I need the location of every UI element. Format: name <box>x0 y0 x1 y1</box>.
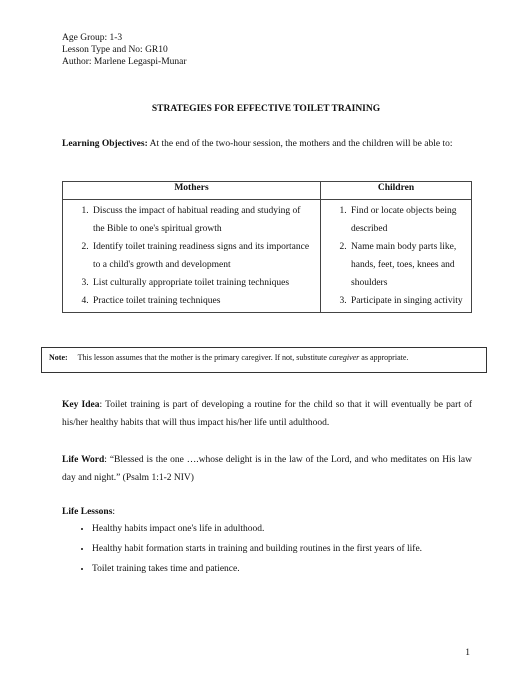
document-title: STRATEGIES FOR EFFECTIVE TOILET TRAINING <box>151 104 381 114</box>
age-group: Age Group: 1-3 <box>62 33 123 43</box>
life-word-text: : “Blessed is the one ….whose delight is in the law of the Lord, and who meditates on His law day and night.” (Psalm 1:1-2 NIV) <box>62 455 472 483</box>
note-emphasis: caregiver <box>328 353 360 362</box>
mothers-objective: 1. Discuss the impact of habitual reading and studying of the Bible to one's spiritual growth <box>91 202 314 238</box>
life-lessons-label: Life Lessons <box>62 507 113 517</box>
author: Author: Marlene Legaspi-Munar <box>62 57 187 67</box>
children-header: Children <box>321 182 472 200</box>
note-label: Note: <box>49 353 68 362</box>
key-idea <box>62 396 472 432</box>
life-lessons-list <box>62 519 422 579</box>
learning-objectives <box>62 135 472 153</box>
life-lessons-colon: : <box>112 507 116 517</box>
mothers-objective: 3. List culturally appropriate toilet training techniques <box>91 274 314 292</box>
note-text-end: as appropriate. <box>359 353 409 362</box>
lesson-type: Lesson Type and No: GR10 <box>62 45 168 55</box>
children-objective: 1. Find or locate objects being described <box>349 202 465 238</box>
mothers-objective: 2. Identify toilet training readiness signs and its importance to a child's growth and development <box>91 238 314 274</box>
list-item: • Healthy habit formation starts in training and building routines in the first years of life. <box>92 539 422 559</box>
learning-objectives-label: Learning Objectives: <box>62 139 148 149</box>
key-idea-text: : Toilet training is part of developing a routine for the child so that it will eventually be part of his/her healthy habits that will thus impact his/her life until adulthood. <box>62 400 473 428</box>
learning-objectives-text: At the end of the two-hour session, the mothers and the children will be able to: <box>147 139 453 149</box>
mothers-objective: 4. Practice toilet training techniques <box>91 292 314 310</box>
life-word <box>62 451 472 487</box>
mothers-cell <box>63 200 321 313</box>
children-objective: 3. Participate in singing activity <box>349 292 465 310</box>
page-number: 1 <box>465 648 470 658</box>
note-box <box>41 347 487 373</box>
note-text: This lesson assumes that the mother is the primary caregiver. If not, substitute <box>77 353 329 362</box>
list-item: • Toilet training takes time and patience. <box>92 559 422 579</box>
list-item: • Healthy habits impact one's life in adulthood. <box>92 519 422 539</box>
objectives-table <box>62 181 472 313</box>
children-objective: 2. Name main body parts like, hands, feet, toes, knees and shoulders <box>349 238 465 292</box>
children-cell <box>321 200 472 313</box>
key-idea-label: Key Idea <box>62 400 100 410</box>
life-word-label: Life Word <box>62 455 105 465</box>
mothers-header: Mothers <box>63 182 321 200</box>
